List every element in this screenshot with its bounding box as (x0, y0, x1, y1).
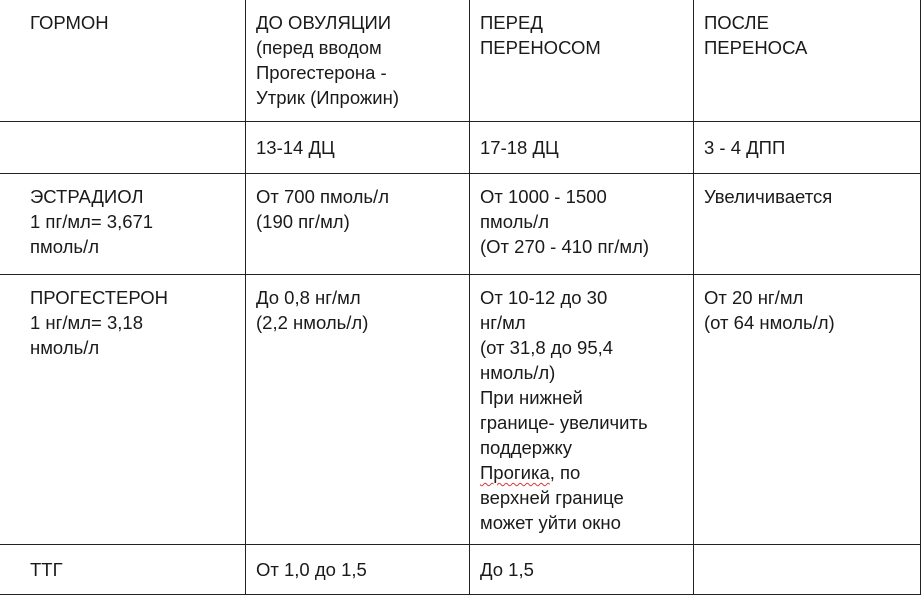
timing-before-transfer (470, 122, 694, 174)
estradiol-value-line: (190 пг/мл) (256, 211, 350, 232)
progesterone-before-transfer (470, 275, 694, 545)
progesterone-value-line: поддержку (480, 437, 572, 458)
ttg-before-transfer (470, 545, 694, 595)
timing-empty-cell (0, 122, 246, 174)
estradiol-before-ovulation (246, 174, 470, 275)
ttg-before-ovulation (246, 545, 470, 595)
estradiol-label (0, 174, 246, 275)
ttg-value-text: От 1,0 до 1,5 (256, 559, 367, 580)
progesterone-label-line: 1 нг/мл= 3,18 (30, 312, 143, 333)
progesterone-value-line: нмоль/л) (480, 362, 556, 383)
estradiol-value-line: От 700 пмоль/л (256, 186, 389, 207)
progesterone-value-line: (от 31,8 до 95,4 (480, 337, 614, 358)
ttg-label-text: ТТГ (30, 559, 63, 580)
header-before-transfer-line: ПЕРЕНОСОМ (480, 37, 601, 58)
progesterone-value-line: нг/мл (480, 312, 526, 333)
header-before-transfer (470, 0, 694, 122)
progesterone-value-line: При нижней (480, 387, 583, 408)
timing-text: 13-14 ДЦ (256, 137, 335, 158)
progesterone-label (0, 275, 246, 545)
progesterone-value-line: (2,2 нмоль/л) (256, 312, 369, 333)
progesterone-value-line: От 20 нг/мл (704, 287, 804, 308)
progesterone-value-line: может уйти окно (480, 512, 621, 533)
progesterone-value-line: (от 64 нмоль/л) (704, 312, 835, 333)
header-before-ovulation-line: ДО ОВУЛЯЦИИ (256, 12, 392, 33)
header-hormone-text: ГОРМОН (30, 12, 109, 33)
header-before-ovulation (246, 0, 470, 122)
estradiol-value-line: (От 270 - 410 пг/мл) (480, 236, 650, 257)
header-after-transfer-line: ПОСЛЕ (704, 12, 769, 33)
ttg-value-text: До 1,5 (480, 559, 534, 580)
timing-before-ovulation (246, 122, 470, 174)
progesterone-value-line: До 0,8 нг/мл (256, 287, 361, 308)
estradiol-after-transfer (694, 174, 921, 275)
progesterone-value-line: границе- увеличить (480, 412, 648, 433)
estradiol-label-line: ЭСТРАДИОЛ (30, 186, 144, 207)
estradiol-value-line: Увеличивается (704, 186, 833, 207)
progesterone-label-line: нмоль/л (30, 337, 100, 358)
timing-text: 17-18 ДЦ (480, 137, 559, 158)
header-before-ovulation-line: (перед вводом (256, 37, 382, 58)
estradiol-value-line: От 1000 - 1500 (480, 186, 607, 207)
progesterone-progika-line (480, 460, 683, 485)
header-before-transfer-line: ПЕРЕД (480, 12, 543, 33)
progesterone-before-ovulation (246, 275, 470, 545)
estradiol-value-line: пмоль/л (480, 211, 549, 232)
header-before-ovulation-line: Утрик (Ипрожин) (256, 87, 400, 108)
header-before-ovulation-line: Прогестерона - (256, 62, 387, 83)
progika-misspelled-word: Прогика (480, 462, 550, 483)
progesterone-label-line: ПРОГЕСТЕРОН (30, 287, 169, 308)
progesterone-after-transfer (694, 275, 921, 545)
estradiol-label-line: пмоль/л (30, 236, 99, 257)
progesterone-value-line: верхней границе (480, 487, 624, 508)
header-hormone (0, 0, 246, 122)
ttg-after-transfer (694, 545, 921, 595)
ttg-label (0, 545, 246, 595)
timing-after-transfer (694, 122, 921, 174)
progesterone-value-line: От 10-12 до 30 (480, 287, 608, 308)
header-after-transfer (694, 0, 921, 122)
header-after-transfer-line: ПЕРЕНОСА (704, 37, 808, 58)
estradiol-before-transfer (470, 174, 694, 275)
timing-text: 3 - 4 ДПП (704, 137, 786, 158)
estradiol-label-line: 1 пг/мл= 3,671 (30, 211, 154, 232)
progika-rest: , по (549, 462, 581, 483)
